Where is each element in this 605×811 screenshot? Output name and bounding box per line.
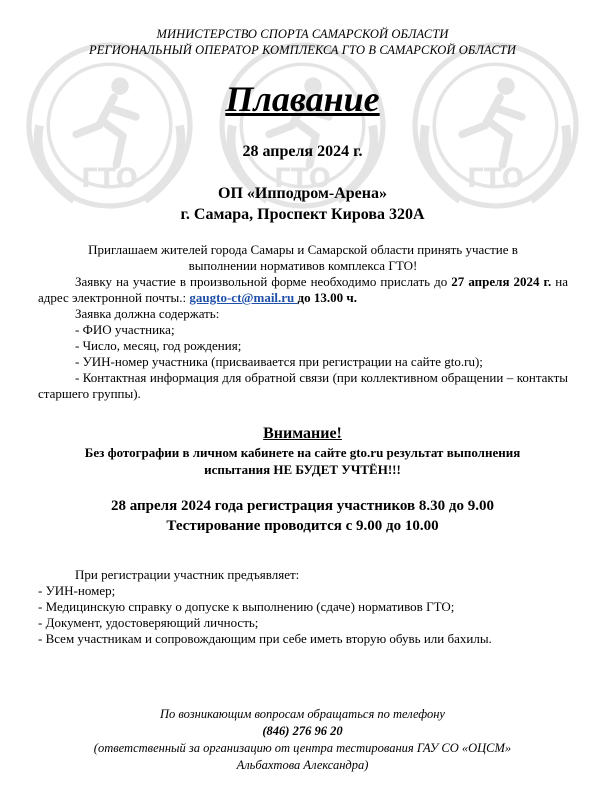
application-time: до 13.00 ч. bbox=[297, 290, 357, 305]
list-item: - УИН-номер участника (присваивается при регистрации на сайте gto.ru); bbox=[75, 354, 483, 369]
email-link[interactable]: gaugto-ct@mail.ru bbox=[189, 290, 298, 305]
application-text-middle: на адрес электронной почты.: bbox=[38, 274, 568, 305]
watermark-text: ГТО bbox=[274, 163, 331, 194]
contact-footer bbox=[0, 706, 605, 774]
operator-header: РЕГИОНАЛЬНЫЙ ОПЕРАТОР КОМПЛЕКСА ГТО В САМАРСКОЙ ОБЛАСТИ bbox=[89, 43, 516, 57]
application-block bbox=[38, 242, 568, 402]
list-item: - Медицинскую справку о допуске к выполнению (сдаче) нормативов ГТО; bbox=[38, 599, 455, 614]
watermark-text: ГТО bbox=[467, 163, 524, 194]
page-title: Плавание bbox=[225, 79, 380, 119]
venue-block bbox=[0, 183, 605, 225]
venue-address: г. Самара, Проспект Кирова 320А bbox=[180, 206, 425, 223]
event-date: 28 апреля 2024 г. bbox=[242, 143, 363, 160]
attention-line-1: Без фотографии в личном кабинете на сайте gto.ru результат выполнения bbox=[84, 445, 521, 460]
attention-heading: Внимание! bbox=[263, 425, 342, 442]
application-deadline: 27 апреля 2024 г. bbox=[451, 274, 552, 289]
list-item: - Всем участникам и сопровождающим при себе иметь вторую обувь или бахилы. bbox=[38, 631, 492, 646]
watermark-text: ГТО bbox=[81, 163, 138, 194]
list-item: - Число, месяц, год рождения; bbox=[75, 338, 242, 353]
invite-text: Приглашаем жителей города Самары и Самарской области принять участие в выполнении нормативов комплекса ГТО! bbox=[88, 242, 518, 273]
list-item: - Контактная информация для обратной связи (при коллективном обращении – контакты старшего группы). bbox=[38, 370, 568, 401]
footer-line-4: Альбахтова Александра) bbox=[236, 758, 369, 772]
list-item: - Документ, удостоверяющий личность; bbox=[38, 615, 259, 630]
attention-block bbox=[0, 424, 605, 478]
registration-time: 28 апреля 2024 года регистрация участников 8.30 до 9.00 bbox=[110, 498, 494, 514]
application-paragraph bbox=[38, 274, 568, 306]
list-item: - УИН-номер; bbox=[38, 583, 116, 598]
schedule-block bbox=[0, 496, 605, 536]
registration-heading: При регистрации участник предъявляет: bbox=[75, 567, 300, 582]
list-item: - ФИО участника; bbox=[75, 322, 175, 337]
phone-number: (846) 276 96 20 bbox=[262, 724, 343, 738]
contents-heading: Заявка должна содержать: bbox=[75, 306, 220, 321]
testing-time: Тестирование проводится с 9.00 до 10.00 bbox=[166, 518, 439, 534]
footer-line-3: (ответственный за организацию от центра тестирования ГАУ СО «ОЦСМ» bbox=[93, 741, 512, 755]
application-text-start: Заявку на участие в произвольной форме необходимо прислать до bbox=[75, 274, 452, 289]
footer-line-1: По возникающим вопросам обращаться по телефону bbox=[160, 707, 445, 721]
registration-block bbox=[38, 567, 568, 647]
ministry-header: МИНИСТЕРСТВО СПОРТА САМАРСКОЙ ОБЛАСТИ bbox=[156, 27, 449, 41]
venue-name: ОП «Ипподром-Арена» bbox=[218, 185, 387, 202]
attention-line-2: испытания НЕ БУДЕТ УЧТЁН!!! bbox=[204, 462, 401, 477]
